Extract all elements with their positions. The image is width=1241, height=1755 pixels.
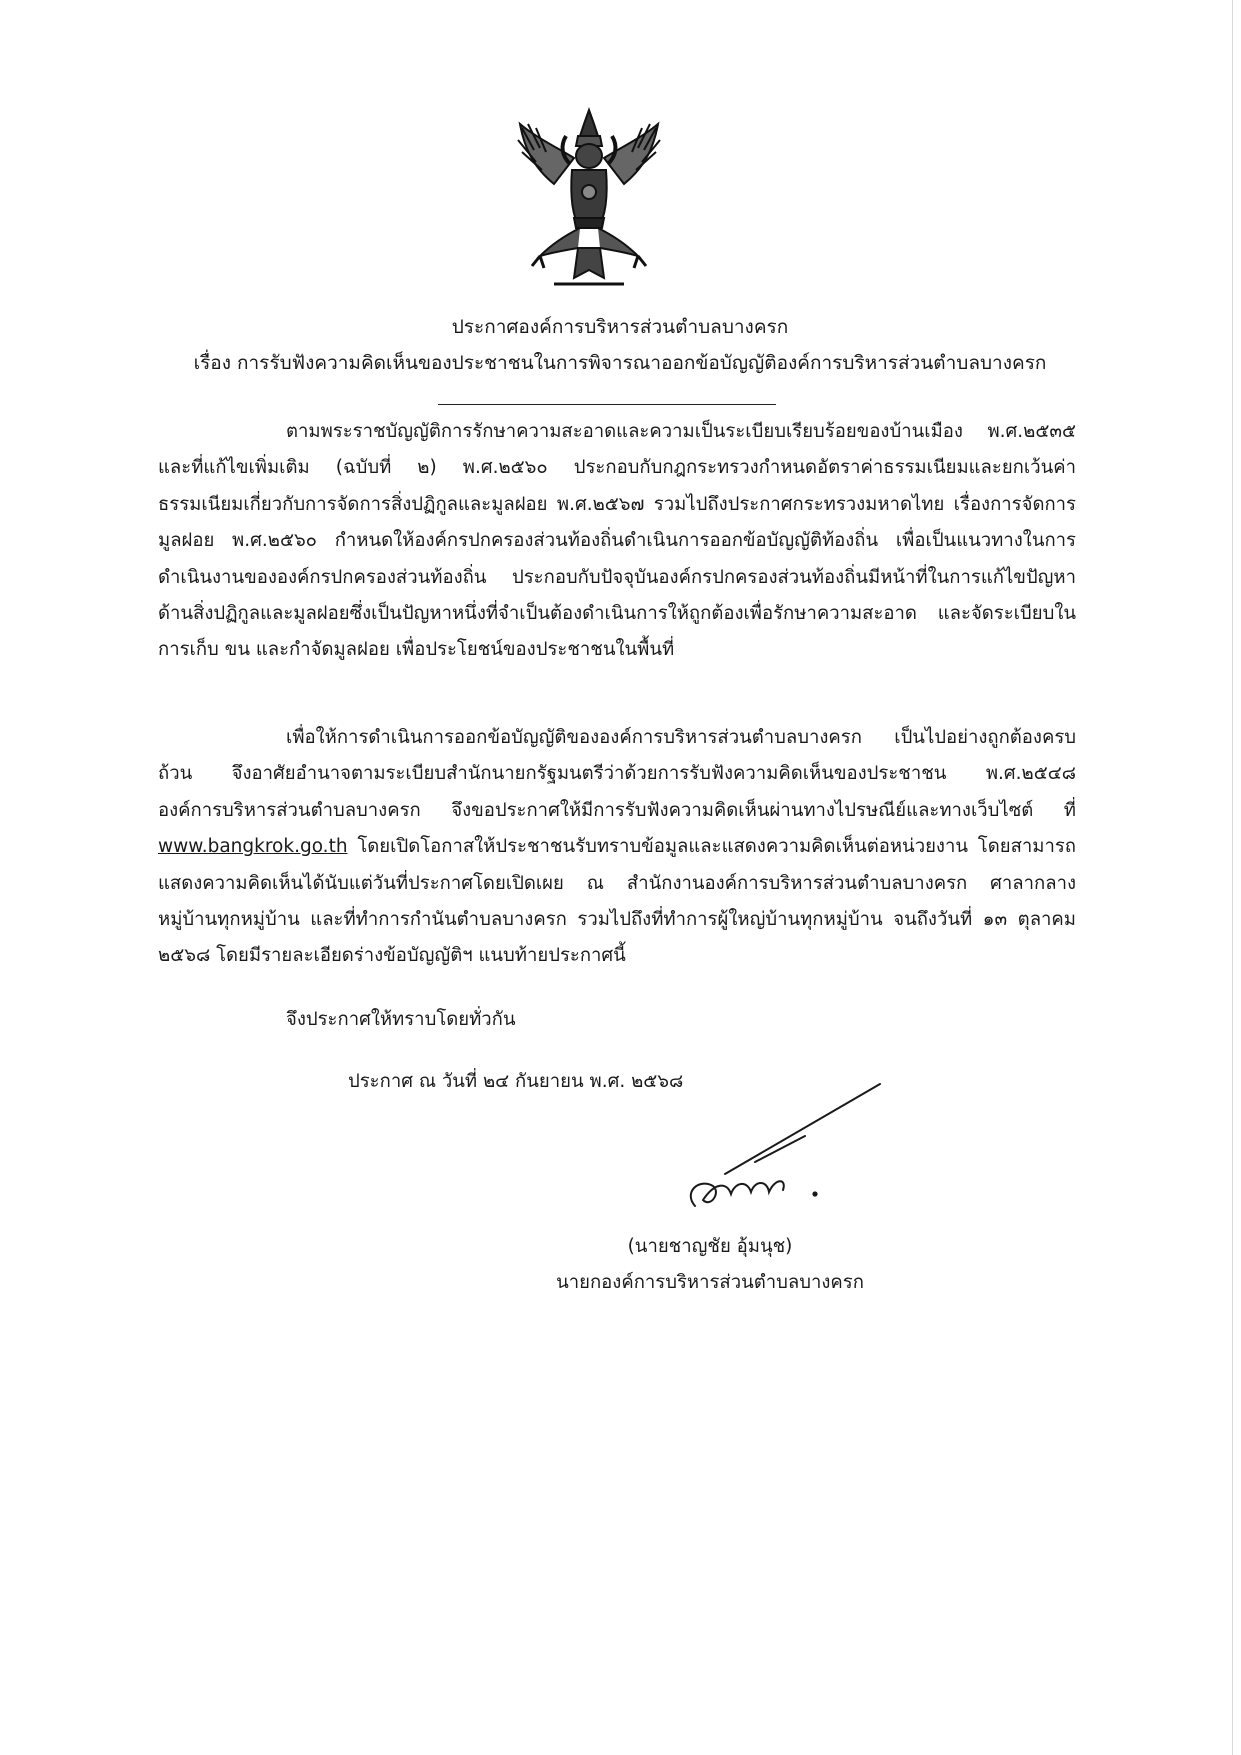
paragraph-2-rest: โดยเปิดโอกาสให้ประชาชนรับทราบข้อมูลและแสดงความคิดเห็นต่อหน่วยงาน โดยสามารถแสดงความคิดเห็นได้นับแต่วันที่ประกาศโดยเปิดเผย ณ สำนักงานองค์การบริหารส่วนตำบลบางครก ศาลากลางหมู่บ้านทุกหมู่บ้าน และที่ทำการกำนันตำบลบางครก รวมไปถึงที่ทำการผู้ใหญ่บ้านทุกหมู่บ้าน จนถึงวันที่ ๑๓ ตุลาคม ๒๕๖๘ โดยมีรายละเอียดร่างข้อบัญญัติฯ แนบท้ายประกาศนี้ xyxy=(158,836,1076,967)
signer-position: นายกองค์การบริหารส่วนตำบลบางครก xyxy=(556,1272,864,1293)
scan-edge-line xyxy=(1232,0,1233,1755)
body-paragraph-1: ตามพระราชบัญญัติการรักษาความสะอาดและความเป็นระเบียบเรียบร้อยของบ้านเมือง พ.ศ.๒๕๓๕ และที่แก้ไขเพิ่มเติม (ฉบับที่ ๒) พ.ศ.๒๕๖๐ ประกอบกับกฎกระทรวงกำหนดอัตราค่าธรรมเนียมและยกเว้นค่าธรรมเนียมเกี่ยวกับการจัดการสิ่งปฏิกูลและมูลฝอย พ.ศ.๒๕๖๗ รวมไปถึงประกาศกระทรวงมหาดไทย เรื่องการจัดการมูลฝอย พ.ศ.๒๕๖๐ กำหนดให้องค์กรปกครองส่วนท้องถิ่นดำเนินการออกข้อบัญญัติท้องถิ่น เพื่อเป็นแนวทางในการดำเนินงานขององค์กรปกครองส่วนท้องถิ่น ประกอบกับปัจจุบันองค์กรปกครองส่วนท้องถิ่นมีหน้าที่ในการแก้ไขปัญหาด้านสิ่งปฏิกูลและมูลฝอยซึ่งเป็นปัญหาหนึ่งที่จำเป็นต้องดำเนินการให้ถูกต้องเพื่อรักษาความสะอาด และจัดระเบียบในการเก็บ ขน และกำจัดมูลฝอย เพื่อประโยชน์ของประชาชนในพื้นที่ xyxy=(158,421,1076,661)
garuda-emblem-icon xyxy=(514,106,664,291)
title-divider xyxy=(438,404,776,405)
document-subject: เรื่อง การรับฟังความคิดเห็นของประชาชนในการพิจารณาออกข้อบัญญัติองค์การบริหารส่วนตำบลบางครก xyxy=(193,352,1047,374)
paragraph-2-lead: เพื่อให้การดำเนินการออกข้อบัญญัติขององค์การบริหารส่วนตำบลบางครก เป็นไปอย่างถูกต้องครบถ้วน จึงอาศัยอำนาจตามระเบียบสำนักนายกรัฐมนตรีว่าด้วยการรับฟังความคิดเห็นของประชาชน พ.ศ.๒๕๔๘ องค์การบริหารส่วนตำบลบางครก จึงขอประกาศให้มีการรับฟังความคิดเห็นผ่านทางไปรษณีย์และทางเว็บไซต์ ที่ xyxy=(158,727,1076,821)
signer-name: (นายชาญชัย อุ้มนุช) xyxy=(627,1236,793,1257)
body-paragraph-2 xyxy=(158,720,1076,975)
handwritten-signature-icon xyxy=(655,1082,885,1230)
website-link[interactable]: www.bangkrok.go.th xyxy=(158,836,348,858)
announcement-date: ประกาศ ณ วันที่ ๒๔ กันยายน พ.ศ. ๒๕๖๘ xyxy=(348,1071,684,1092)
closing-statement: จึงประกาศให้ทราบโดยทั่วกัน xyxy=(286,1009,516,1030)
document-title: ประกาศองค์การบริหารส่วนตำบลบางครก xyxy=(451,316,789,338)
